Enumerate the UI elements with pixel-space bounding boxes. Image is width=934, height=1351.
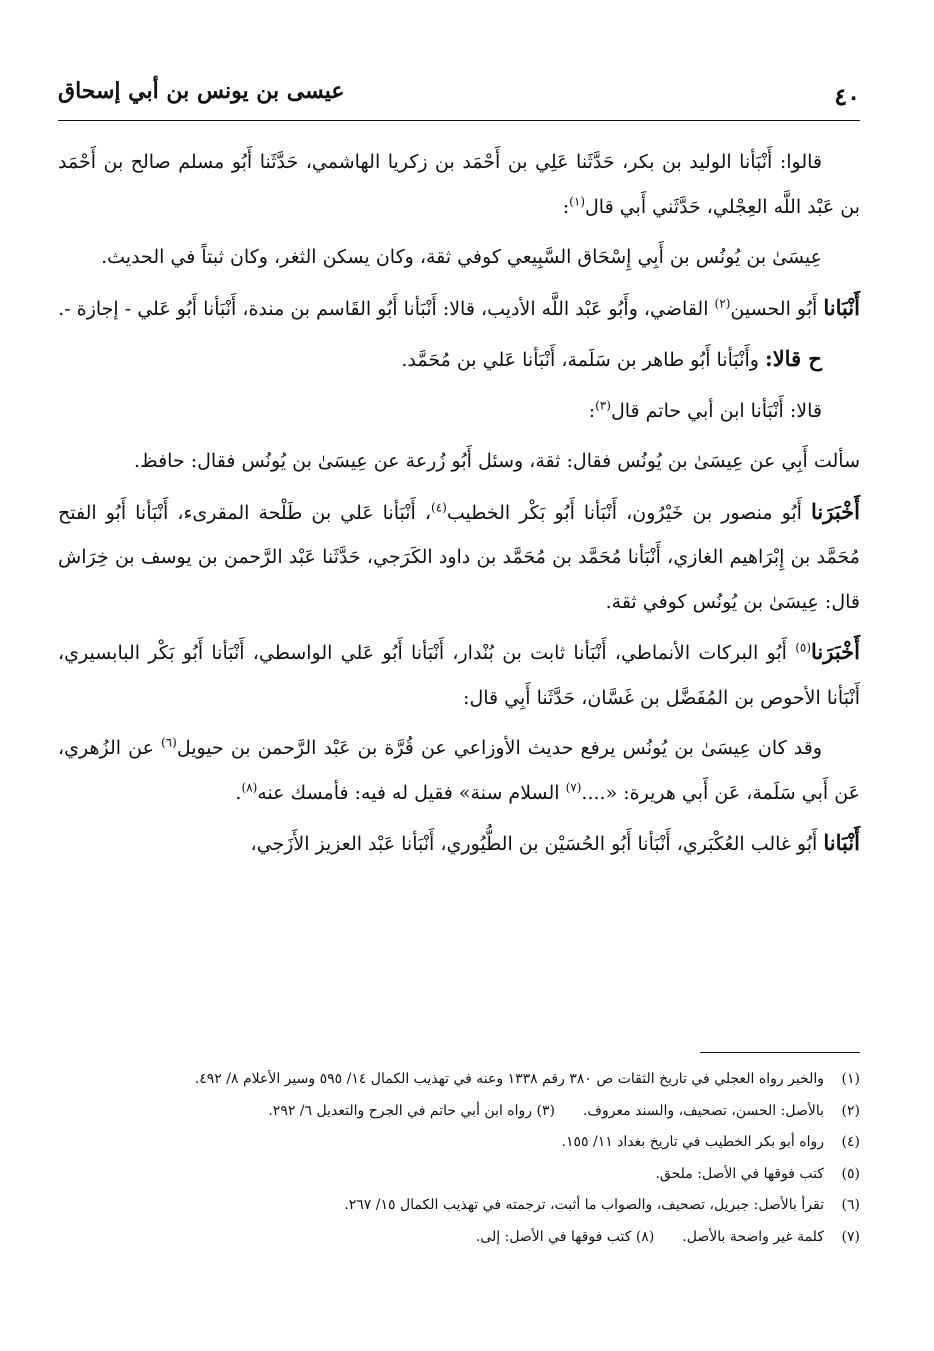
footnotes (58, 1064, 860, 1253)
text-run: : (588, 399, 596, 422)
paragraph: عِيسَىٰ بن يُونُس بن أَبِي إِسْحَاق السَّبِيعي كوفي ثقة، وكان يسكن الثغر، وكان ثبتاً في الحديث. (101, 246, 822, 268)
isnad-keyword: ح قالا: (764, 346, 822, 371)
footnote-number: (٨) (635, 1228, 655, 1245)
paragraph (58, 630, 860, 720)
footnote-text: كتب فوقها في الأصل: إلى. (475, 1228, 632, 1245)
footnote-divider (700, 1052, 860, 1053)
footnote-ref[interactable]: (٤) (431, 500, 447, 515)
footnote (58, 1159, 860, 1191)
text-run: أَبُو البركات الأنماطي، أَنْبَأنا ثابت بن بُنْدار، أَنْبَأنا أَبُو عَلي الواسطي، أَنْبَأنا أَبُو بَكْر البابسيري، أَنْبَأنا الأحوص بن المُفَضَّل بن غَسَّان، حَدَّثَنا أَبِي قال: (58, 642, 860, 709)
footnote-ref[interactable]: (٨) (241, 780, 258, 795)
footnote-text: والخبر رواه العجلي في تاريخ الثقات ص ٣٨٠ رقم ١٣٣٨ وعنه في تهذيب الكمال ١٤/ ٥٩٥ وسير الأعلام ٨/ ٤٩٢. (194, 1071, 824, 1087)
footnote (58, 1222, 860, 1254)
footnote-number: (٢) (841, 1102, 860, 1119)
isnad-keyword: أَنْبَانا (823, 830, 860, 855)
paragraph (58, 140, 860, 229)
text-run: قالوا: أَنْبَأنا الوليد بن بكر، حَدَّثَنا عَلِي بن أَحْمَد بن زكريا الهاشمي، حَدَّثَنا أَبُو مسلم صالح بن أَحْمَد بن عَبْد اللَّه العِجْلي، حَدَّثَني أَبي قال (58, 151, 860, 218)
text-run: وقد كان عِيسَىٰ بن يُونُس يرفع حديث الأوزاعي عن قُرَّة بن عَبْد الرَّحمن بن حيويل (176, 737, 822, 759)
text-run: قالا: أَنْبَأنا ابن أبي حاتم قال (610, 399, 822, 422)
footnote-ref[interactable]: (٥) (795, 640, 812, 655)
footnote (58, 1064, 860, 1096)
footnote-ref[interactable]: (٣) (595, 398, 611, 413)
paragraph (58, 726, 860, 815)
footnote-number: (١) (841, 1071, 860, 1087)
footnote-text: كلمة غير واضحة بالأصل. (682, 1228, 824, 1245)
footnote-ref[interactable]: (٦) (160, 735, 177, 750)
footnote-text: بالأصل: الحسن، تصحيف، والسند معروف. (582, 1102, 824, 1119)
text-run: . (235, 781, 242, 804)
text-run: وأَنْبَأنا أَبُو طاهر بن سَلَمة، أَنْبَأنا عَلي بن مُحَمَّد. (401, 349, 765, 371)
footnote-text: كتب فوقها في الأصل: ملحق. (655, 1165, 824, 1182)
footnote-ref[interactable]: (٧) (565, 780, 582, 795)
text-run: أَبُو منصور بن خَيْرُون، أَنْبَأنا أَبُو بَكْر الخطيب (446, 501, 811, 524)
text-run: أَبُو غالب العُكْبَري، أَنْبَأنا أَبُو الحُسَيْن بن الطُّيُوري، أَنْبَأنا عَبْد العزيز الأَزَجي، (250, 833, 824, 855)
paragraph (58, 337, 860, 383)
text-run: : (562, 195, 570, 218)
footnote (58, 1127, 860, 1159)
paragraph (58, 389, 860, 434)
footnote-number: (٣) (536, 1102, 555, 1119)
footnote-number: (٤) (841, 1134, 860, 1150)
paragraph: سألت أَبِي عن عِيسَىٰ بن يُونُس فقال: ثقة، وسئل أَبُو زُرعة عن عِيسَىٰ بن يُونُس فقال: حافظ. (134, 450, 860, 472)
footnote-number: (٥) (841, 1165, 860, 1182)
footnote-number: (٦) (841, 1197, 860, 1213)
page-header (58, 72, 860, 121)
text-run: ، أَنْبَأنا عَلي بن طَلْحة المقرىء، أَنْبَأنا أَبُو الفتح مُحَمَّد بن إِبْرَاهيم الغازي، أَنْبَأنا مُحَمَّد بن مُحَمَّد بن داود الكَرَجي، حَدَّثَنا عَبْد الرَّحمن بن يوسف بن خِرَاش قال: عِيسَىٰ بن يُونُس كوفي ثقة. (58, 501, 860, 613)
paragraph (58, 490, 860, 625)
text-run: عن الزُهري، عَن أَبي سَلَمة، عَن أَبي هريرة: «.... (58, 737, 860, 804)
text-run: القاضي، وأَبُو عَبْد اللَّه الأديب، قالا: أَنْبَأنا أَبُو القَاسم بن مندة، أَنْبَأنا أَبُو عَلي - إجازة -. (58, 297, 715, 320)
paragraph (58, 821, 860, 867)
page-number: ٤٠ (834, 82, 860, 111)
text-run: أَبُو الحسين (730, 297, 824, 320)
footnote-text: رواه ابن أبي حاتم في الجرح والتعديل ٦/ ٢٩٢. (268, 1102, 533, 1119)
footnote (58, 1190, 860, 1222)
main-text (58, 140, 860, 873)
text-run: السلام سنة» فقيل له فيه: فأمسك عنه (257, 781, 566, 804)
footnote-text: رواه أبو بكر الخطيب في تاريخ بغداد ١١/ ١٥٥. (561, 1134, 824, 1150)
paragraph (58, 286, 860, 332)
footnote-text: تقرأ بالأصل: جبريل، تصحيف، والصواب ما أثبت، ترجمته في تهذيب الكمال ١٥/ ٢٦٧. (344, 1197, 824, 1213)
footnote (58, 1096, 860, 1128)
footnote-ref[interactable]: (١) (569, 194, 585, 209)
isnad-keyword: أَخْبَرَنا (811, 498, 860, 524)
running-title: عيسى بن يونس بن أبي إسحاق (58, 78, 345, 104)
isnad-keyword: أَنْبَانا (823, 294, 860, 320)
footnote-number: (٧) (841, 1228, 860, 1245)
footnote-ref[interactable]: (٢) (714, 296, 731, 311)
isnad-keyword: أَخْبَرَنا (811, 639, 860, 664)
